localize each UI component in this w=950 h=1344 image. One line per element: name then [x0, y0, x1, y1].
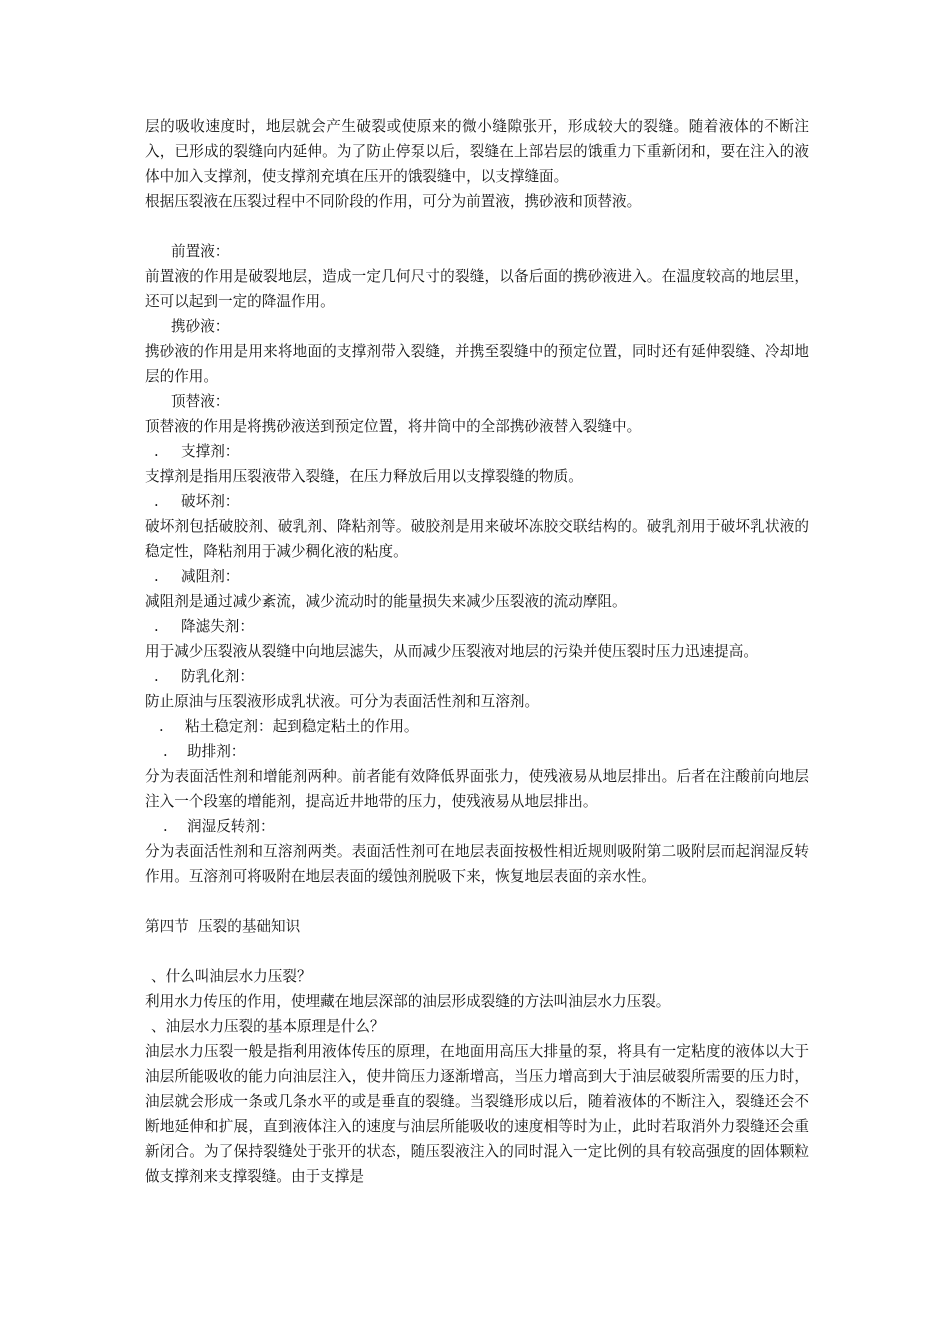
bullet-marker: .: [163, 743, 168, 760]
bullet-label: 减阻剂：: [181, 568, 240, 585]
question-heading: 、油层水力压裂的基本原理是什么？: [151, 1018, 385, 1035]
section-title: 第四节 压裂的基础知识: [145, 918, 301, 935]
body-paragraph: 前置液的作用是破裂地层，造成一定几何尺寸的裂缝，以备后面的携砂液进入。在温度较高的地层里，还可以起到一定的降温作用。: [145, 268, 809, 310]
bullet-marker: .: [154, 618, 159, 635]
bullet-label: 破坏剂：: [181, 493, 240, 510]
bullet-label: 粘土稳定剂：起到稳定粘土的作用。: [185, 718, 419, 735]
bullet-label: 降滤失剂：: [181, 618, 254, 635]
body-paragraph: 防止原油与压裂液形成乳状液。可分为表面活性剂和互溶剂。: [145, 693, 540, 710]
body-paragraph: 分为表面活性剂和互溶剂两类。表面活性剂可在地层表面按极性相近规则吸附第二吸附层而起润湿反转作用。互溶剂可将吸附在地层表面的缓蚀剂脱吸下来，恢复地层表面的亲水性。: [145, 843, 809, 885]
body-paragraph: 支撑剂是指用压裂液带入裂缝，在压力释放后用以支撑裂缝的物质。: [145, 468, 583, 485]
bullet-heading: [145, 714, 809, 739]
body-paragraph: 携砂液的作用是用来将地面的支撑剂带入裂缝，并携至裂缝中的预定位置，同时还有延伸裂缝、冷却地层的作用。: [145, 343, 809, 385]
blank-line: [145, 889, 809, 914]
body-paragraph: 用于减少压裂液从裂缝中向地层滤失，从而减少压裂液对地层的污染并使压裂时压力迅速提高。: [145, 643, 758, 660]
bullet-heading: [145, 564, 809, 589]
bullet-heading: [145, 814, 809, 839]
bullet-heading: [145, 489, 809, 514]
bullet-marker: .: [159, 718, 164, 735]
bullet-marker: .: [154, 443, 159, 460]
body-paragraph: 层的吸收速度时，地层就会产生破裂或使原来的微小缝隙张开，形成较大的裂缝。随着液体的不断注入，已形成的裂缝向内延伸。为了防止停泵以后，裂缝在上部岩层的饿重力下重新闭和，要在注入的液体中加入支撑剂，使支撑剂充填在压开的饿裂缝中，以支撑缝面。: [145, 118, 809, 185]
body-paragraph: 分为表面活性剂和增能剂两种。前者能有效降低界面张力，使残液易从地层排出。后者在注酸前向地层注入一个段塞的增能剂，提高近井地带的压力，使残液易从地层排出。: [145, 768, 809, 810]
subheading: 顶替液：: [171, 393, 230, 410]
bullet-heading: [145, 664, 809, 689]
body-paragraph: 顶替液的作用是将携砂液送到预定位置，将井筒中的全部携砂液替入裂缝中。: [145, 418, 642, 435]
body-paragraph: 根据压裂液在压裂过程中不同阶段的作用，可分为前置液，携砂液和顶替液。: [145, 193, 642, 210]
bullet-heading: [145, 614, 809, 639]
subheading: 携砂液：: [171, 318, 230, 335]
body-paragraph: 利用水力传压的作用，使埋藏在地层深部的油层形成裂缝的方法叫油层水力压裂。: [145, 993, 671, 1010]
blank-line: [145, 939, 809, 964]
bullet-marker: .: [163, 818, 168, 835]
subheading: 前置液：: [171, 243, 230, 260]
bullet-marker: .: [154, 568, 159, 585]
bullet-label: 支撑剂：: [181, 443, 240, 460]
body-paragraph: 减阻剂是通过减少紊流，减少流动时的能量损失来减少压裂液的流动摩阻。: [145, 593, 627, 610]
bullet-heading: [145, 739, 809, 764]
bullet-marker: .: [154, 668, 159, 685]
body-paragraph: 破坏剂包括破胶剂、破乳剂、降粘剂等。破胶剂是用来破坏冻胶交联结构的。破乳剂用于破坏乳状液的稳定性，降粘剂用于减少稠化液的粘度。: [145, 518, 809, 560]
bullet-heading: [145, 439, 809, 464]
bullet-label: 润湿反转剂：: [187, 818, 275, 835]
blank-line: [145, 214, 809, 239]
question-heading: 、什么叫油层水力压裂？: [151, 968, 312, 985]
document-page: [145, 114, 809, 1189]
bullet-label: 防乳化剂：: [181, 668, 254, 685]
bullet-label: 助排剂：: [187, 743, 246, 760]
body-paragraph: 油层水力压裂一般是指利用液体传压的原理，在地面用高压大排量的泵，将具有一定粘度的液体以大于油层所能吸收的能力向油层注入，使井筒压力逐渐增高，当压力增高到大于油层破裂所需要的压力时，油层就会形成一条或几条水平的或是垂直的裂缝。当裂缝形成以后，随着液体的不断注入，裂缝还会不断地延伸和扩展，直到液体注入的速度与油层所能吸收的速度相等时为止，此时若取消外力裂缝还会重新闭合。为了保持裂缝处于张开的状态，随压裂液注入的同时混入一定比例的具有较高强度的固体颗粒做支撑剂来支撑裂缝。由于支撑是: [145, 1043, 809, 1185]
bullet-marker: .: [154, 493, 159, 510]
